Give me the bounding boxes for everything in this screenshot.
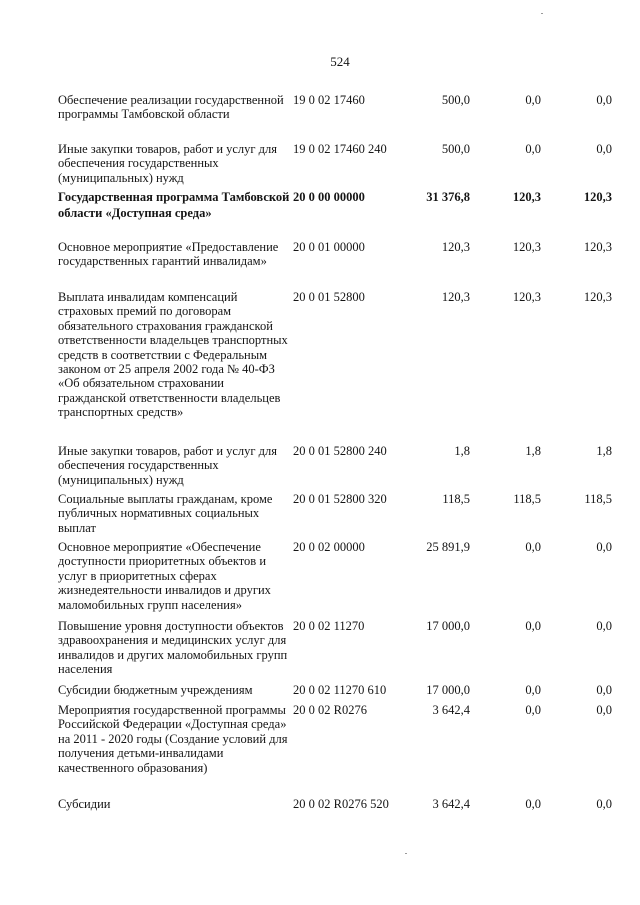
row-value-2: 0,0: [525, 142, 541, 156]
row-value-3: 120,3: [583, 290, 612, 304]
row-value-1: 1,8: [454, 444, 470, 458]
row-value-1: 31 376,8: [426, 190, 470, 204]
row-value-1: 118,5: [442, 492, 470, 506]
row-code: 20 0 02 R0276 520: [293, 797, 389, 811]
row-value-3: 0,0: [596, 540, 612, 554]
row-code: 20 0 02 11270: [293, 619, 365, 633]
row-code: 19 0 02 17460 240: [293, 142, 387, 156]
row-name: Иные закупки товаров, работ и услуг для обеспечения государственных (муниципальных) нужд: [58, 142, 278, 185]
row-value-2: 120,3: [512, 240, 541, 254]
row-value-2: 0,0: [525, 683, 541, 697]
row-value-1: 120,3: [441, 240, 470, 254]
row-value-3: 118,5: [584, 492, 612, 506]
row-value-1: 500,0: [441, 142, 470, 156]
row-value-3: 0,0: [596, 619, 612, 633]
row-name: Основное мероприятие «Обеспечение доступности приоритетных объектов и услуг в приоритетных сферах жизнедеятельности инвалидов и других маломобильных групп населения»: [58, 540, 271, 612]
row-value-2: 120,3: [512, 190, 541, 204]
row-name: Выплата инвалидам компенсаций страховых премий по договорам обязательного страхования гражданской ответственности владельцев транспортных средств в соответствии с Федеральным законом от 25 апреля 2002 года № 40-ФЗ «Об обязательном страховании гражданской ответственности владельцев транспортных средств»: [58, 290, 288, 420]
row-value-3: 0,0: [596, 683, 612, 697]
row-code: 19 0 02 17460: [293, 93, 365, 107]
row-value-2: 1,8: [525, 444, 541, 458]
row-value-1: 25 891,9: [426, 540, 470, 554]
row-value-3: 120,3: [583, 240, 612, 254]
row-value-1: 3 642,4: [432, 797, 470, 811]
page-number: 524: [330, 54, 350, 69]
row-value-1: 3 642,4: [432, 703, 470, 717]
row-name: Иные закупки товаров, работ и услуг для обеспечения государственных (муниципальных) нужд: [58, 444, 278, 487]
row-value-2: 120,3: [512, 290, 541, 304]
row-value-3: 0,0: [596, 797, 612, 811]
row-code: 20 0 01 52800 320: [293, 492, 387, 506]
row-value-2: 0,0: [525, 93, 541, 107]
row-value-3: 1,8: [596, 444, 612, 458]
row-value-2: 0,0: [525, 619, 541, 633]
row-code: 20 0 01 52800: [293, 290, 365, 304]
row-code: 20 0 01 00000: [293, 240, 365, 254]
row-value-3: 0,0: [596, 703, 612, 717]
row-name: Мероприятия государственной программы Российской Федерации «Доступная среда» на 2011 - 2020 годы (Создание условий для получения детьми-инвалидами качественного образования): [58, 703, 288, 775]
row-code: 20 0 02 00000: [293, 540, 365, 554]
row-value-2: 0,0: [525, 703, 541, 717]
row-value-1: 500,0: [441, 93, 470, 107]
row-code: 20 0 02 11270 610: [293, 683, 387, 697]
row-code: 20 0 00 00000: [293, 190, 365, 204]
row-code: 20 0 02 R0276: [293, 703, 367, 717]
row-name: Основное мероприятие «Предоставление государственных гарантий инвалидам»: [58, 240, 279, 269]
row-value-2: 0,0: [525, 540, 541, 554]
row-value-1: 17 000,0: [426, 683, 470, 697]
row-value-3: 0,0: [596, 142, 612, 156]
row-name: Социальные выплаты гражданам, кроме публичных нормативных социальных выплат: [58, 492, 273, 535]
row-name: Обеспечение реализации государственной программы Тамбовской области: [58, 93, 284, 122]
row-name: Государственная программа Тамбовской области «Доступная среда»: [58, 190, 290, 220]
row-value-2: 118,5: [513, 492, 541, 506]
row-value-3: 0,0: [596, 93, 612, 107]
row-value-2: 0,0: [525, 797, 541, 811]
row-name: Субсидии бюджетным учреждениям: [58, 683, 253, 697]
row-value-1: 120,3: [441, 290, 470, 304]
row-code: 20 0 01 52800 240: [293, 444, 387, 458]
row-value-1: 17 000,0: [426, 619, 470, 633]
row-value-3: 120,3: [583, 190, 612, 204]
row-name: Повышение уровня доступности объектов здравоохранения и медицинских услуг для инвалидов и других маломобильных групп населения: [58, 619, 288, 677]
row-name: Субсидии: [58, 797, 111, 811]
